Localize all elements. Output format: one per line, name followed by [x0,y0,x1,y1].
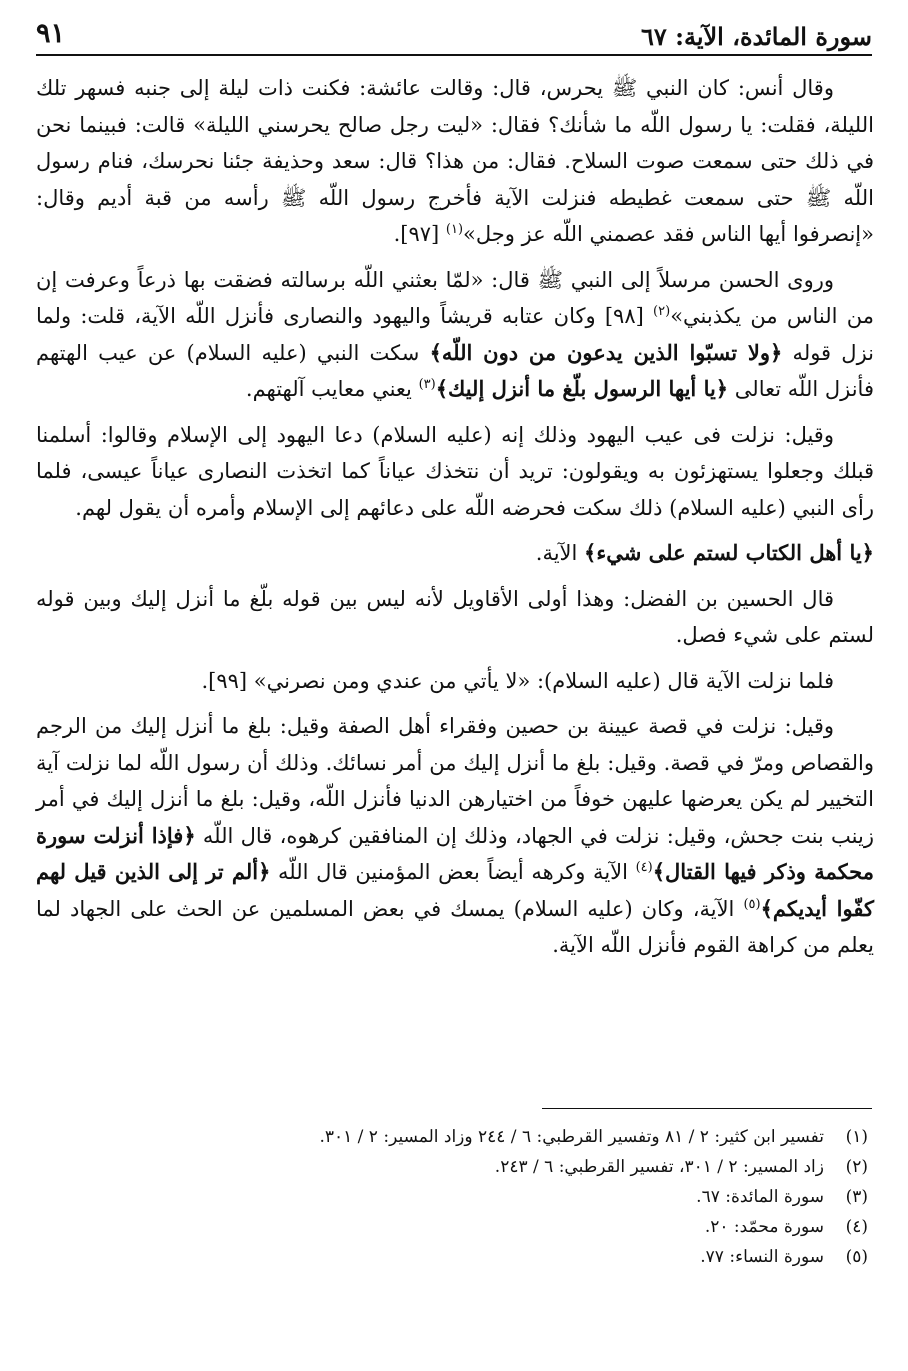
page-number: ٩١ [36,18,66,49]
footnote-ref: (١) [445,222,464,237]
footnote-number: (٢) [845,1157,868,1177]
paragraph-text: وقيل: نزلت فى عيب اليهود وذلك إنه (عليه السلام) دعا اليهود إلى الإسلام وقالوا: أسلمنا قبلك وجعلوا يستهزئون به ويقولون: تريد أن نتخذك عياناً كما اتخذت النصارى عياناً عيسى، فلما رأى النبي (عليه السلام) ذلك سكت فحرضه اللّه على دعائهم إلى الإسلام وأمره أن يقول لهم. [36,422,874,520]
footnote [60,1152,868,1182]
footnote-text: سورة النساء: ٧٧. [700,1247,824,1267]
main-text [36,70,874,973]
footnote-ref: (٢) [653,304,671,319]
quran-verse: ﴿فإذا أنزلت سورة محكمة وذكر فيها القتال﴾ [36,822,874,884]
quran-verse: ﴿ولا تسبّوا الذين يدعون من دون اللّه﴾ [429,339,783,365]
paragraph-text: قال الحسين بن الفضل: وهذا أولى الأقاويل لأنه ليس بين قوله بلّغ ما أنزل إليك وبين قوله لستم على شيء فصل. [36,586,874,647]
paragraph [36,663,874,700]
footnote [60,1242,868,1272]
footnote-number: (٤) [845,1217,868,1237]
paragraph [36,262,874,408]
footnote [60,1122,868,1152]
footnote [60,1182,868,1212]
quran-verse: ﴿يا أهل الكتاب لستم على شيء﴾ [584,540,874,565]
paragraph-text: [٩٧]. [393,222,446,246]
paragraph [36,70,874,253]
paragraph [36,535,874,572]
footnote-number: (٥) [845,1247,868,1267]
quran-verse: ﴿ألم تر إلى الذين قيل لهم كفّوا أيديكم﴾ [36,859,874,921]
footnote-text: تفسير ابن كثير: ٢ / ٨١ وتفسير القرطبي: ٦ / ٢٤٤ وزاد المسير: ٢ / ٣٠١. [319,1127,824,1147]
paragraph-text: فلما نزلت الآية قال (عليه السلام): «لا يأتي من عندي ومن نصرني» [٩٩]. [201,668,834,693]
footnote-ref: (٣) [418,377,436,392]
paragraph-text: يعني معايب آلهتهم. [245,377,419,401]
quran-verse: ﴿يا أيها الرسول بلّغ ما أنزل إليك﴾ [435,376,729,401]
paragraph-text: [٩٨] وكان عتابه قريشاً واليهود والنصارى فأنزل اللّه الآية، قلت: ولما نزل قوله [36,304,874,365]
paragraph-text: الآية، وكان (عليه السلام) يمسك في بعض المسلمين عن الحث على الجهاد لما يعلم من كراهة القوم فأنزل اللّه الآية. [36,896,874,957]
paragraph [36,417,874,527]
footnote-text: سورة المائدة: ٦٧. [696,1187,824,1207]
paragraph-text: وقيل: نزلت في قصة عيينة بن حصين وفقراء أهل الصفة وقيل: بلغ ما أنزل إليك من الرجم والقصاص ومرّ في قصة. وقيل: بلغ ما أنزل إليك من أمر نسائك. وذلك أن رسول اللّه لما نزلت آية التخيير لم يكن يعرضها عليهن خوفاً من اختيارهن الدنيا فأنزل اللّه، وقيل: بلغ ما أنزل إليك في أمر زينب بنت جحش، وقيل: نزلت في الجهاد، وذلك إن المنافقين كرهوه، قال اللّه [36,714,874,848]
running-title: سورة المائدة، الآية: ٦٧ [640,22,872,51]
paragraph [36,708,874,964]
footnote-ref: (٥) [743,896,761,912]
paragraph-text: الآية. [535,541,585,565]
footnote-number: (١) [845,1127,868,1147]
footnote-text: زاد المسير: ٢ / ٣٠١، تفسير القرطبي: ٦ / ٢٤٣. [494,1157,824,1177]
paragraph-text: الآية وكرهه أيضاً بعض المؤمنين قال اللّه [270,860,636,884]
footnote-divider [542,1108,872,1109]
footnote-ref: (٤) [635,860,653,875]
footnote-text: سورة محمّد: ٢٠. [704,1217,824,1237]
paragraph-text: سكت النبي (عليه السلام) عن عيب الهتهم فأنزل اللّه تعالى [36,340,874,401]
page-header [36,14,872,56]
paragraph [36,581,874,654]
paragraph-text: وقال أنس: كان النبي ﷺ يحرس، قال: وقالت عائشة: فكنت ذات ليلة إلى جنبه فسهر تلك الليلة، فقلت: يا رسول اللّه ما شأنك؟ فقال: «ليت رجل صالح يحرسني الليلة» قالت: فبينما نحن في ذلك حتى سمعت صوت السلاح. فقال: من هذا؟ قال: سعد وحذيفة جئنا نحرسك، فنام رسول اللّه ﷺ حتى سمعت غطيطه فنزلت الآية فأخرج رسول اللّه ﷺ رأسه من قبة أديم وقال: «إنصرفوا أيها الناس فقد عصمني اللّه عز وجل» [36,76,874,246]
footnote-number: (٣) [845,1187,868,1207]
footnotes [60,1122,868,1272]
footnote [60,1212,868,1242]
paragraph-text: وروى الحسن مرسلاً إلى النبي ﷺ قال: «لمّا بعثني اللّه برسالته فضقت بها ذرعاً وعرفت إن من الناس من يكذبني» [36,267,874,328]
